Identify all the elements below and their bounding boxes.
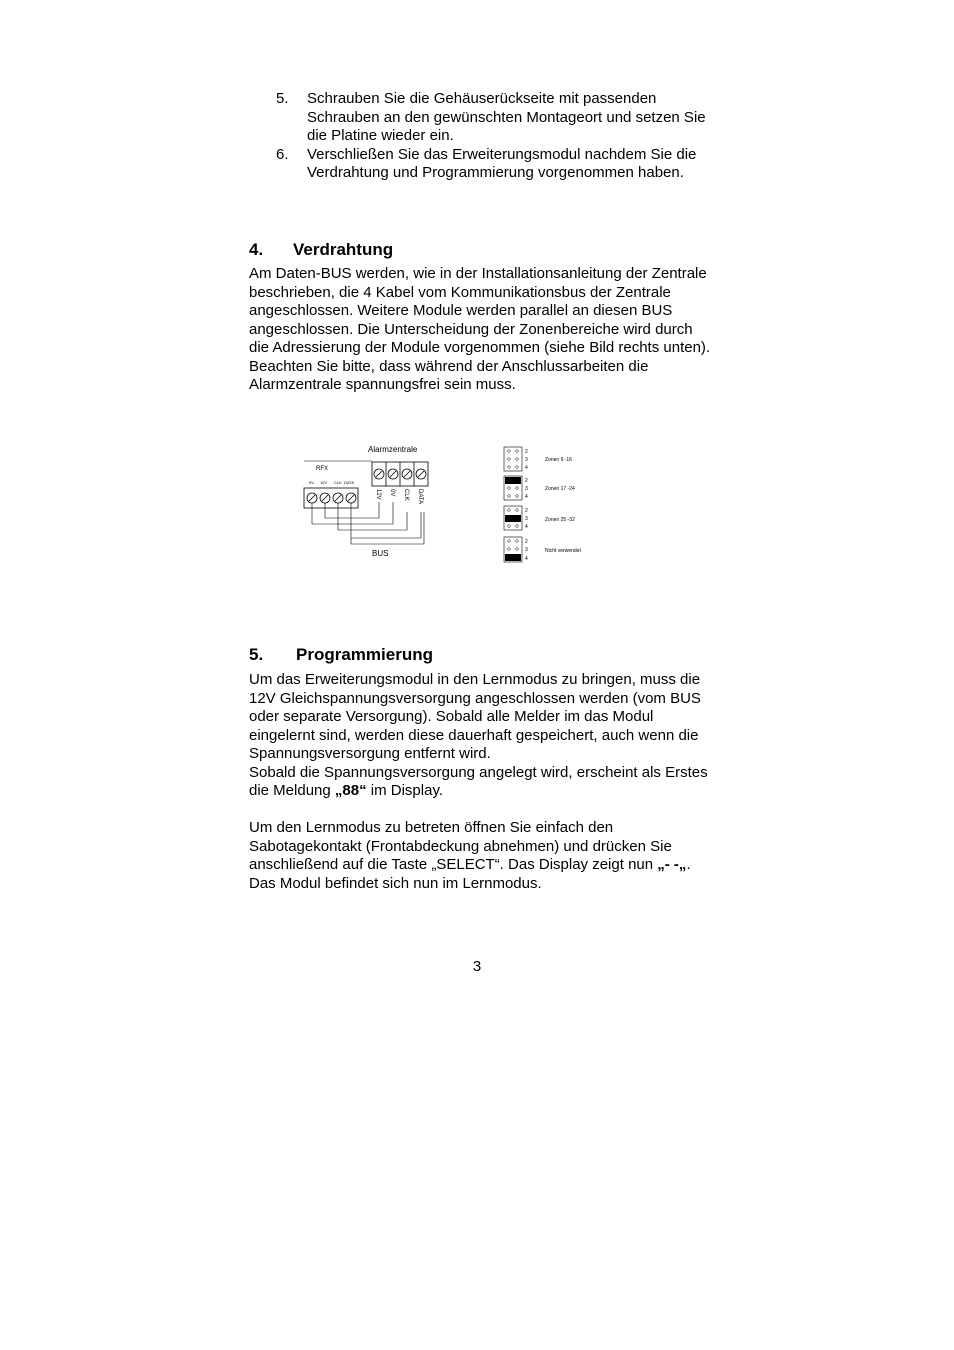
pin-label: 4: [525, 494, 528, 500]
steps-list: [276, 90, 716, 183]
rfx-label: RFX: [316, 466, 328, 472]
jumper-group: [504, 476, 575, 500]
jumper-group: [504, 537, 581, 562]
rfx-terminal-label: 12V: [320, 480, 328, 485]
pin-label: 2: [525, 478, 528, 484]
pin-label: 3: [525, 457, 528, 463]
paragraph-text: Um das Erweiterungsmodul in den Lernmodus zu bringen, muss die 12V Gleichspannungsversorgung angeschlossen werden (vom BUS oder separate Versorgung). Sobald alle Melder im das Modul eingelernt sind, werden diese dauerhaft gespeichert, auch wenn die Spannungsversorgung entfernt wird.: [249, 671, 701, 762]
display-message-dashes: „- -„: [657, 856, 687, 873]
section-heading-wiring: [249, 240, 393, 260]
list-text: Verschließen Sie das Erweiterungsmodul nachdem Sie die Verdrahtung und Programmierung vorgenommen haben.: [307, 145, 697, 181]
jumper-label: Zonen 25 -32: [545, 517, 575, 523]
text-run: Um den Lernmodus zu betreten öffnen Sie einfach den Sabotagekontakt (Frontabdeckung abnehmen) und drücken Sie anschließend auf die Taste „SELECT“. Das Display zeigt nun: [249, 819, 672, 873]
pin-label: 2: [525, 449, 528, 455]
rfx-screw-terminals: [307, 493, 356, 503]
rfx-terminal-label: CLK: [334, 480, 342, 485]
paragraph-text: [249, 764, 711, 801]
pin-label: 2: [525, 508, 528, 514]
alarm-label: Alarmzentrale: [368, 445, 418, 454]
alarm-terminal-label: 0V: [389, 489, 395, 497]
section-number: 4.: [249, 240, 264, 259]
display-message-88: „88“: [334, 782, 367, 799]
rfx-terminal-label: 0V: [309, 480, 314, 485]
section-heading-programming: [249, 645, 433, 665]
jumper-group: [504, 447, 572, 471]
pin-label: 4: [525, 556, 528, 562]
pin-label: 4: [525, 524, 528, 530]
wiring-paragraph: [249, 265, 711, 395]
pin-label: 3: [525, 486, 528, 492]
alarm-terminal-label: DATA: [417, 489, 423, 505]
pin-label: 3: [525, 516, 528, 522]
section-title: Programmierung: [296, 645, 433, 664]
alarm-terminal-label: 12V: [375, 489, 381, 500]
list-item: [276, 146, 716, 183]
list-item: [276, 90, 716, 146]
jumper-group: [504, 506, 575, 530]
list-number: 6.: [276, 145, 289, 163]
list-number: 5.: [276, 90, 289, 107]
list-text: Schrauben Sie die Gehäuserückseite mit passenden Schrauben an den gewünschten Montageort und setzen Sie die Platine wieder ein.: [307, 90, 706, 144]
jumper-label: Nicht verwendet: [545, 548, 581, 554]
text-run: . Das Modul befindet sich nun im Lernmodus.: [249, 856, 691, 892]
page-number: 3: [472, 958, 482, 975]
section-title: Verdrahtung: [293, 240, 394, 259]
programming-text: [249, 671, 711, 893]
rfx-terminal-label: DATA: [344, 480, 355, 485]
text-run: im Display.: [366, 782, 443, 799]
section-number: 5.: [249, 645, 264, 664]
pin-label: 4: [525, 465, 528, 471]
alarm-terminal-label: CLK: [403, 489, 409, 501]
text-run: Sobald die Spannungsversorgung angelegt wird, erscheint als Erstes die Meldung: [249, 763, 708, 799]
paragraph-text: Am Daten-BUS werden, wie in der Installationsanleitung der Zentrale beschrieben, die 4 Kabel vom Kommunikationsbus der Zentrale angeschlossen. Weitere Module werden parallel an diesen BUS angeschlossen. Die Unterscheidung der Zonenbereiche wird durch die Adressierung der Module vorgenommen (siehe Bild rechts unten). Beachten Sie bitte, dass während der Anschlussarbeiten die Alarmzentrale spannungsfrei sein muss.: [249, 265, 711, 393]
jumper-label: Zonen 17 -24: [545, 486, 575, 492]
pin-label: 2: [525, 539, 528, 545]
paragraph-text: [249, 819, 711, 893]
alarm-screw-terminals: [374, 462, 426, 486]
wiring-diagram: [300, 440, 600, 566]
bus-label: BUS: [372, 549, 389, 558]
pin-label: 3: [525, 547, 528, 553]
jumper-label: Zonen 9 -16: [545, 457, 572, 463]
